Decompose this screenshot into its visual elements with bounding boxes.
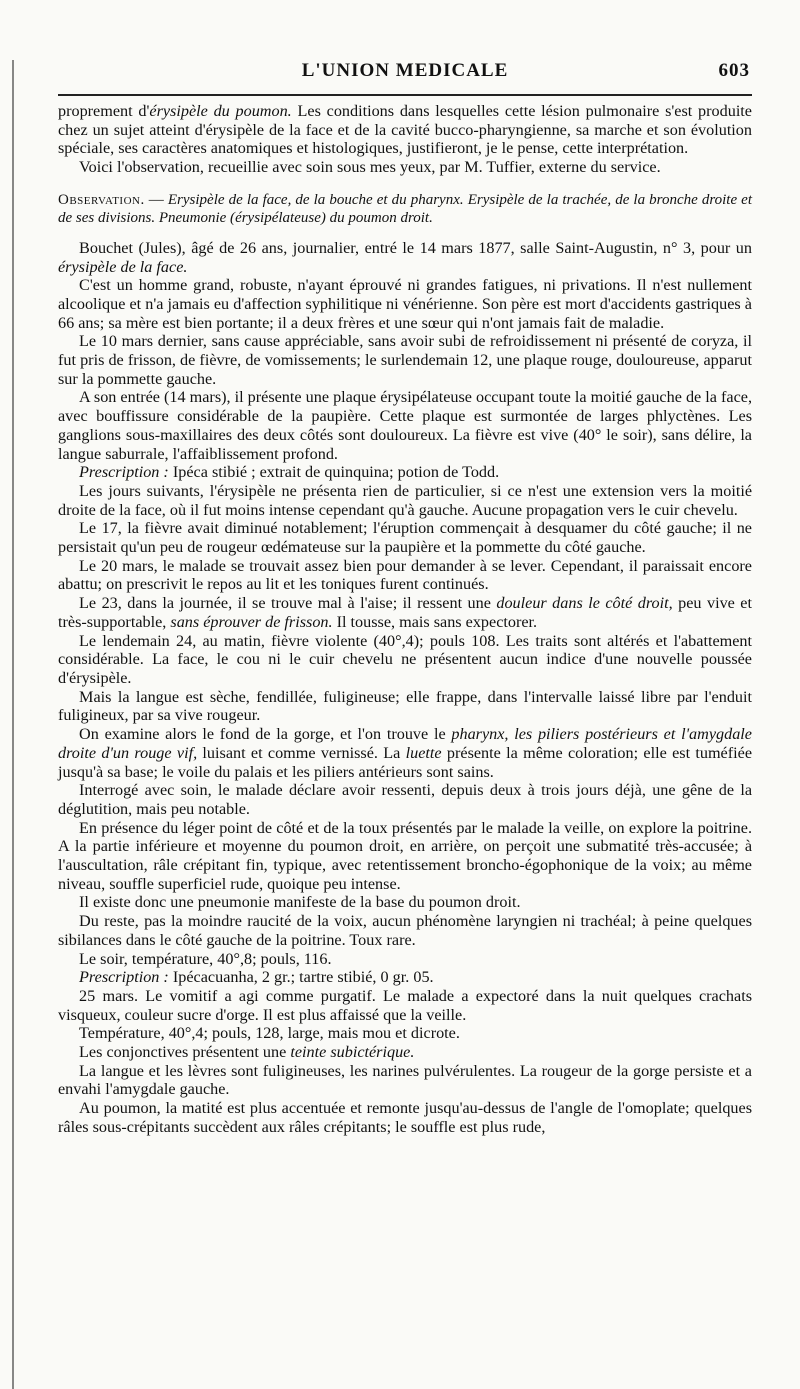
paragraph-reste: Du reste, pas la moindre raucité de la voix, aucun phénomène laryngien ni trachéal; à peine quelques sibilances dans le côté gauche de la poitrine. Toux rare. <box>58 912 752 949</box>
paragraph-prescription-2 <box>58 968 752 987</box>
bouchet-text: Bouchet (Jules), âgé de 26 ans, journalier, entré le 14 mars 1877, salle Saint-Augustin, n° 3, pour un <box>79 238 752 257</box>
paragraph-homme: C'est un homme grand, robuste, n'ayant éprouvé ni grandes fatigues, ni privations. Il n'est nullement alcoolique et n'a jamais eu d'affection syphilitique ni vénérienne. Son père est mort d'accidents gastriques à 66 ans; sa mère est bien portante; il a deux frères et une sœur qui n'ont jamais fait de maladie. <box>58 276 752 332</box>
intro-text-a: proprement d' <box>58 102 150 120</box>
intro-text-b: Les conditions dans lesquelles cette lésion pulmonaire s'est produite chez un sujet atteint d'érysipèle de la face et de la cavité bucco-pharyngienne, sa marche et son évolution spéciale, ses caractères anatomiques et histologiques, justifieront, je le pense, cette interprétation. <box>58 102 752 158</box>
vingt-trois-text-a: Le 23, dans la journée, il se trouve mal à l'aise; il ressent une <box>79 594 497 613</box>
conjonctives-text: Les conjonctives présentent une <box>79 1043 291 1062</box>
paragraph-soir: Le soir, température, 40°,8; pouls, 116. <box>79 949 332 968</box>
paragraph-dix-sept: Le 17, la fièvre avait diminué notablement; l'éruption commençait à desquamer du côté gauche; il ne persistait qu'un peu de rougeur œdémateuse sur la paupière et la pommette du côté gauche. <box>58 519 752 557</box>
paragraph-gorge <box>58 725 752 781</box>
journal-title: L'UNION MEDICALE <box>301 60 509 81</box>
paragraph-prescription-1 <box>58 463 752 482</box>
prescription-label-1: Prescription : <box>79 463 169 482</box>
paragraph-dix-mars: Le 10 mars dernier, sans cause appréciable, sans avoir subi de refroidissement ni présenté de coryza, il fut pris de frisson, de fièvre, de vomissements; le surlendemain 12, une plaque rouge, douloureuse, apparut sur la pommette gauche. <box>58 332 752 388</box>
observation-dash: — <box>144 191 168 208</box>
paragraph-entree: A son entrée (14 mars), il présente une plaque érysipélateuse occupant toute la moitié gauche de la face, avec bouffissure considérable de la paupière. Cette plaque est surmontée de larges phlyctènes. Les ganglions sous-maxillaires des deux côtés sont douloureux. La fièvre est vive (40° le soir), sans délire, la langue saburrale, l'affaiblissement profond. <box>58 388 752 463</box>
paragraph-bouchet <box>58 239 752 276</box>
paragraph-pneumonie: Il existe donc une pneumonie manifeste de la base du poumon droit. <box>79 893 521 912</box>
gorge-text-a: On examine alors le fond de la gorge, et l'on trouve le <box>79 725 452 744</box>
scan-edge-line <box>12 60 14 1389</box>
paragraph-interroge: Interrogé avec soin, le malade déclare avoir ressenti, depuis deux à trois jours déjà, une gêne de la déglutition, mais peu notable. <box>58 781 752 818</box>
running-header <box>58 58 752 94</box>
observation-title-a: Erysipèle de la face, de la bouche et du pharynx. Erysipèle de la trachée, de la bronche droite et de ses divisions. Pneumonie ( <box>58 191 753 226</box>
paragraph-jours: Les jours suivants, l'érysipèle ne présenta rien de particulier, si ce n'est une extension vers la moitié droite de la face, où il fut moins intense cependant qu'à gauche. Aucune propagation vers le cuir chevelu. <box>58 481 752 519</box>
gorge-text-b: luisant et comme vernissé. La <box>197 743 406 762</box>
vingt-trois-text-c: Il tousse, mais sans expectorer. <box>332 612 538 631</box>
intro-paragraph-2: Voici l'observation, recueillie avec soin sous mes yeux, par M. Tuffier, externe du service. <box>79 158 661 177</box>
vingt-trois-emphasis-1: douleur dans le côté droit, <box>496 594 673 613</box>
intro-paragraph <box>58 102 752 158</box>
vingt-trois-text-b: peu vive et très-supportable, <box>58 594 752 631</box>
paragraph-conjonctives <box>58 1043 752 1062</box>
vingt-trois-emphasis-2: sans éprouver de frisson. <box>170 612 333 631</box>
paragraph-lendemain: Le lendemain 24, au matin, fièvre violente (40°,4); pouls 108. Les traits sont altérés et l'abattement considérable. La face, le cou ni le cuir chevelu ne présentent aucun indice d'une nouvelle poussée d'érysipèle. <box>58 631 752 687</box>
observation-label: Observation. <box>58 191 145 208</box>
paragraph-poumon: Au poumon, la matité est plus accentuée et remonte jusqu'au-dessus de l'angle de l'omoplate; quelques râles sous-crépitants succèdent aux râles crépitants; le souffle est plus rude, <box>58 1099 752 1136</box>
paragraph-vingt-trois <box>58 594 752 631</box>
paragraph-temperature: Température, 40°,4; pouls, 128, large, mais mou et dicrote. <box>79 1024 460 1043</box>
paragraph-presence: En présence du léger point de côté et de la toux présentés par le malade la veille, on explore la poitrine. A la partie inférieure et moyenne du poumon droit, en arrière, on perçoit une submatité très-accusée; à l'auscultation, râle crépitant fin, typique, avec retentissement broncho-égophonique de la voix; au même niveau, souffle superficiel rude, quoique peu intense. <box>58 818 752 893</box>
gorge-emphasis: pharynx, les piliers postérieurs et l'amygdale droite d'un rouge vif, <box>58 725 752 762</box>
observation-title-c: ) du poumon droit. <box>320 209 433 226</box>
observation-heading <box>58 191 752 227</box>
gorge-text-c: présente la même coloration; elle est tuméfiée jusqu'à sa base; le voile du palais et les piliers antérieurs sont sains. <box>58 743 752 781</box>
prescription-text-1: Ipéca stibié ; extrait de quinquina; potion de Todd. <box>168 463 500 482</box>
article-body <box>58 102 752 1137</box>
page-number: 603 <box>718 60 750 81</box>
paragraph-langue: Mais la langue est sèche, fendillée, fuligineuse; elle frappe, dans l'intervalle laissé libre par l'enduit fuligineux, par sa vive rougeur. <box>58 687 752 725</box>
bouchet-emphasis: érysipèle de la face. <box>58 257 188 276</box>
conjonctives-emphasis: teinte subictérique. <box>290 1043 415 1062</box>
intro-emphasis: érysipèle du poumon. <box>149 102 292 120</box>
header-rule <box>58 94 752 96</box>
paragraph-levres: La langue et les lèvres sont fuligineuses, les narines pulvérulentes. La rougeur de la gorge persiste et a envahi l'amygdale gauche. <box>58 1061 752 1099</box>
paragraph-vingt: Le 20 mars, le malade se trouvait assez bien pour demander à se lever. Cependant, il paraissait encore abattu; on prescrivit le repos au lit et les toniques furent continués. <box>58 556 752 594</box>
paragraph-vingt-cinq: 25 mars. Le vomitif a agi comme purgatif. Le malade a expectoré dans la nuit quelques crachats visqueux, couleur sucre d'orge. Il est plus affaissé que la veille. <box>58 986 752 1024</box>
prescription-text-2: Ipécacuanha, 2 gr.; tartre stibié, 0 gr. 05. <box>168 968 434 987</box>
gorge-emphasis-2: luette <box>405 743 442 762</box>
prescription-label-2: Prescription : <box>79 968 169 987</box>
observation-title-b: érysipélateuse <box>235 209 321 226</box>
